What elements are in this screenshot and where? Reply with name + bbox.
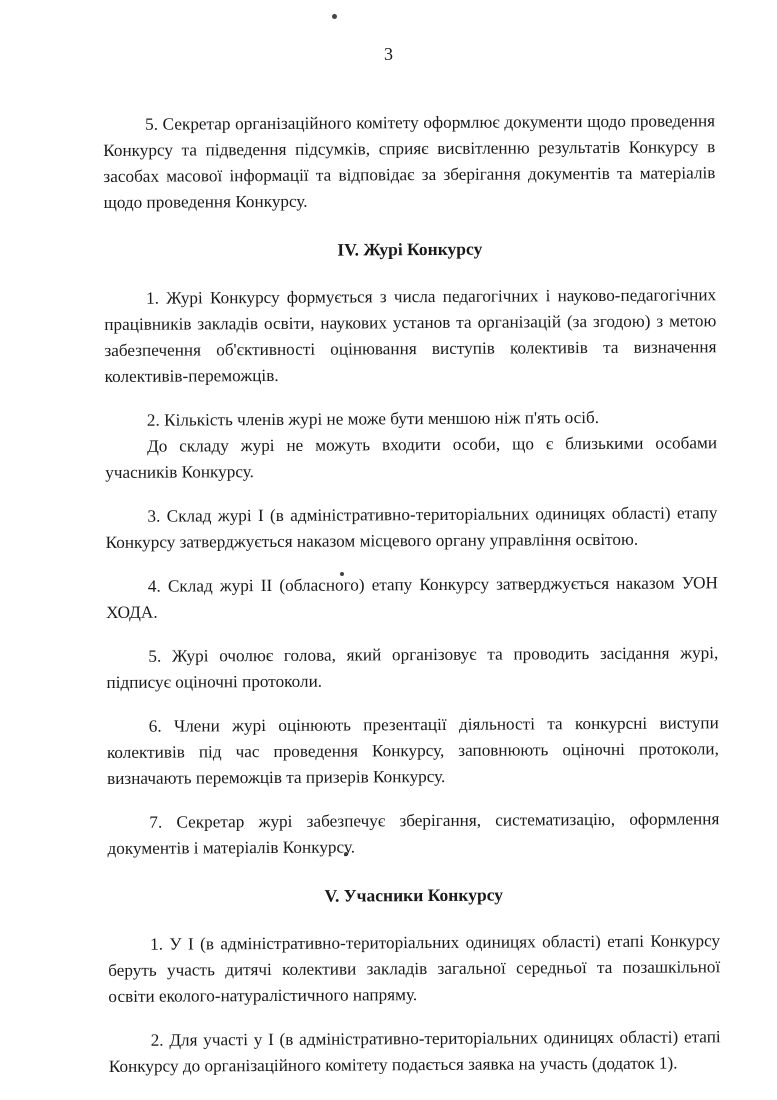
paragraph-jury-7: 7. Секретар журі забезпечує зберігання, систематизацію, оформлення документів і матеріалів Конкурсу. xyxy=(107,809,720,858)
paragraph-participants-2: 2. Для участі у І (в адміністративно-територіальних одиницях області) етапі Конкурсу до організаційного комітету подається заявка на участь (додаток 1). xyxy=(108,1027,721,1076)
paragraph-jury-5: 5. Журі очолює голова, який організовує та проводить засідання журі, підписує оціночні протоколи. xyxy=(106,643,719,692)
section-heading-jury: IV. Журі Конкурсу xyxy=(337,238,483,260)
paragraph-jury-1: 1. Журі Конкурсу формується з числа педагогічних і науково-педагогічних працівників закладів освіти, наукових установ та організацій (за згодою) з метою забезпечення об'єктивності оцінювання виступів колективів та визначення колективів-переможців. xyxy=(104,285,717,386)
paragraph-participants-1: 1. У І (в адміністративно-територіальних одиницях області) етапі Конкурсу беруть участь дитячі колективи закладів загальної середньої та позашкільної освіти еколого-натуралістичного напряму. xyxy=(108,931,721,1006)
page-number: 3 xyxy=(384,44,393,64)
document-body xyxy=(103,108,721,1080)
paragraph-jury-2a: 2. Кількість членів журі не може бути меншою ніж п'ять осіб. xyxy=(146,407,600,430)
paragraph-jury-3: 3. Склад журі І (в адміністративно-територіальних одиницях області) етапу Конкурсу затверджується наказом місцевого органу управління освітою. xyxy=(105,503,718,552)
scan-speck xyxy=(332,14,337,19)
paragraph-secretary-org: 5. Секретар організаційного комітету оформлює документи щодо проведення Конкурсу та підведення підсумків, сприяє висвітленню результатів Конкурсу в засобах масової інформації та відповідає за зберігання документів та матеріалів щодо проведення Конкурсу. xyxy=(103,111,716,212)
paragraph-jury-2b: До складу журі не можуть входити особи, що є близькими особами учасників Конкурсу. xyxy=(105,433,718,482)
section-heading-participants: V. Учасники Конкурсу xyxy=(324,884,504,906)
paragraph-jury-4: 4. Склад журі ІІ (обласного) етапу Конкурсу затверджується наказом УОН ХОДА. xyxy=(105,573,718,622)
paragraph-jury-6: 6. Члени журі оцінюють презентації діяльності та конкурсні виступи колективів під час проведення Конкурсу, заповнюють оціночні протоколи, визначають переможців та призерів Конкурсу. xyxy=(106,713,719,788)
